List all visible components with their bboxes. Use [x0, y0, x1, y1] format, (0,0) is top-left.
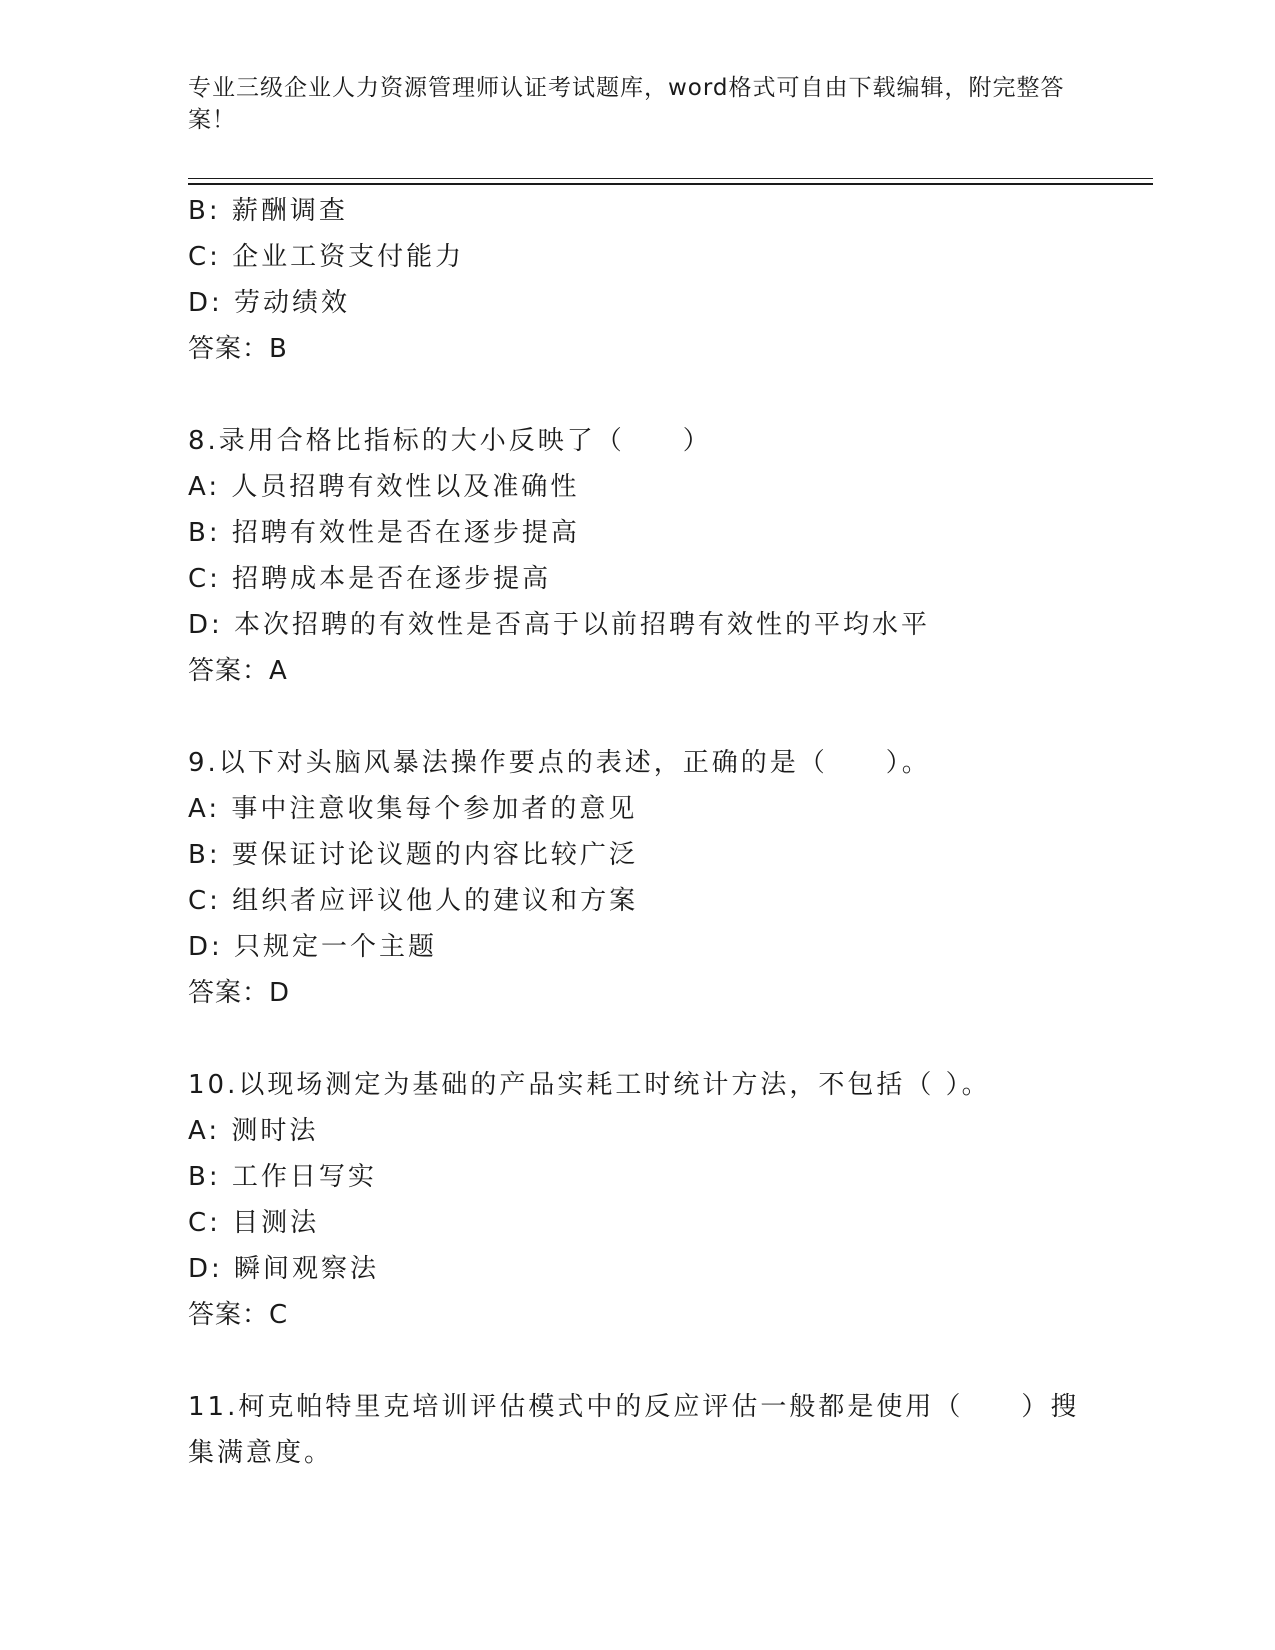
question-text: 8.录用合格比指标的大小反映了（ ）: [188, 426, 712, 456]
question-block-8: [188, 418, 1088, 694]
option-d: D: 只规定一个主题: [188, 932, 438, 962]
question-block-7: [188, 188, 1088, 372]
answer-line: 答案：A: [188, 656, 288, 686]
question-block-9: [188, 740, 1088, 1016]
question-text: 9.以下对头脑风暴法操作要点的表述，正确的是（ ）。: [188, 748, 931, 778]
question-block-10: [188, 1062, 1088, 1338]
question-text: 11.柯克帕特里克培训评估模式中的反应评估一般都是使用（ ）搜集满意度。: [188, 1392, 1080, 1468]
option-c: C: 企业工资支付能力: [188, 242, 465, 272]
answer-line: 答案：D: [188, 978, 291, 1008]
option-a: A: 人员招聘有效性以及准确性: [188, 472, 580, 502]
option-d: D: 劳动绩效: [188, 288, 351, 318]
option-b: B: 薪酬调查: [188, 196, 348, 226]
option-c: C: 组织者应评议他人的建议和方案: [188, 886, 639, 916]
question-block-11: [188, 1384, 1088, 1476]
question-text: 10.以现场测定为基础的产品实耗工时统计方法，不包括（ ）。: [188, 1070, 991, 1100]
option-b: B: 招聘有效性是否在逐步提高: [188, 518, 580, 548]
document-header: 专业三级企业人力资源管理师认证考试题库，word格式可自由下载编辑，附完整答案！: [188, 75, 1065, 133]
option-a: A: 测时法: [188, 1116, 319, 1146]
header-divider-thick: [188, 183, 1153, 185]
answer-line: 答案：B: [188, 334, 288, 364]
option-a: A: 事中注意收集每个参加者的意见: [188, 794, 638, 824]
option-b: B: 工作日写实: [188, 1162, 377, 1192]
option-b: B: 要保证讨论议题的内容比较广泛: [188, 840, 638, 870]
option-d: D: 瞬间观察法: [188, 1254, 380, 1284]
answer-line: 答案：C: [188, 1300, 289, 1330]
option-c: C: 招聘成本是否在逐步提高: [188, 564, 552, 594]
option-d: D: 本次招聘的有效性是否高于以前招聘有效性的平均水平: [188, 610, 931, 640]
header-divider-thin: [188, 178, 1153, 179]
option-c: C: 目测法: [188, 1208, 320, 1238]
question-list: [188, 188, 1088, 1476]
